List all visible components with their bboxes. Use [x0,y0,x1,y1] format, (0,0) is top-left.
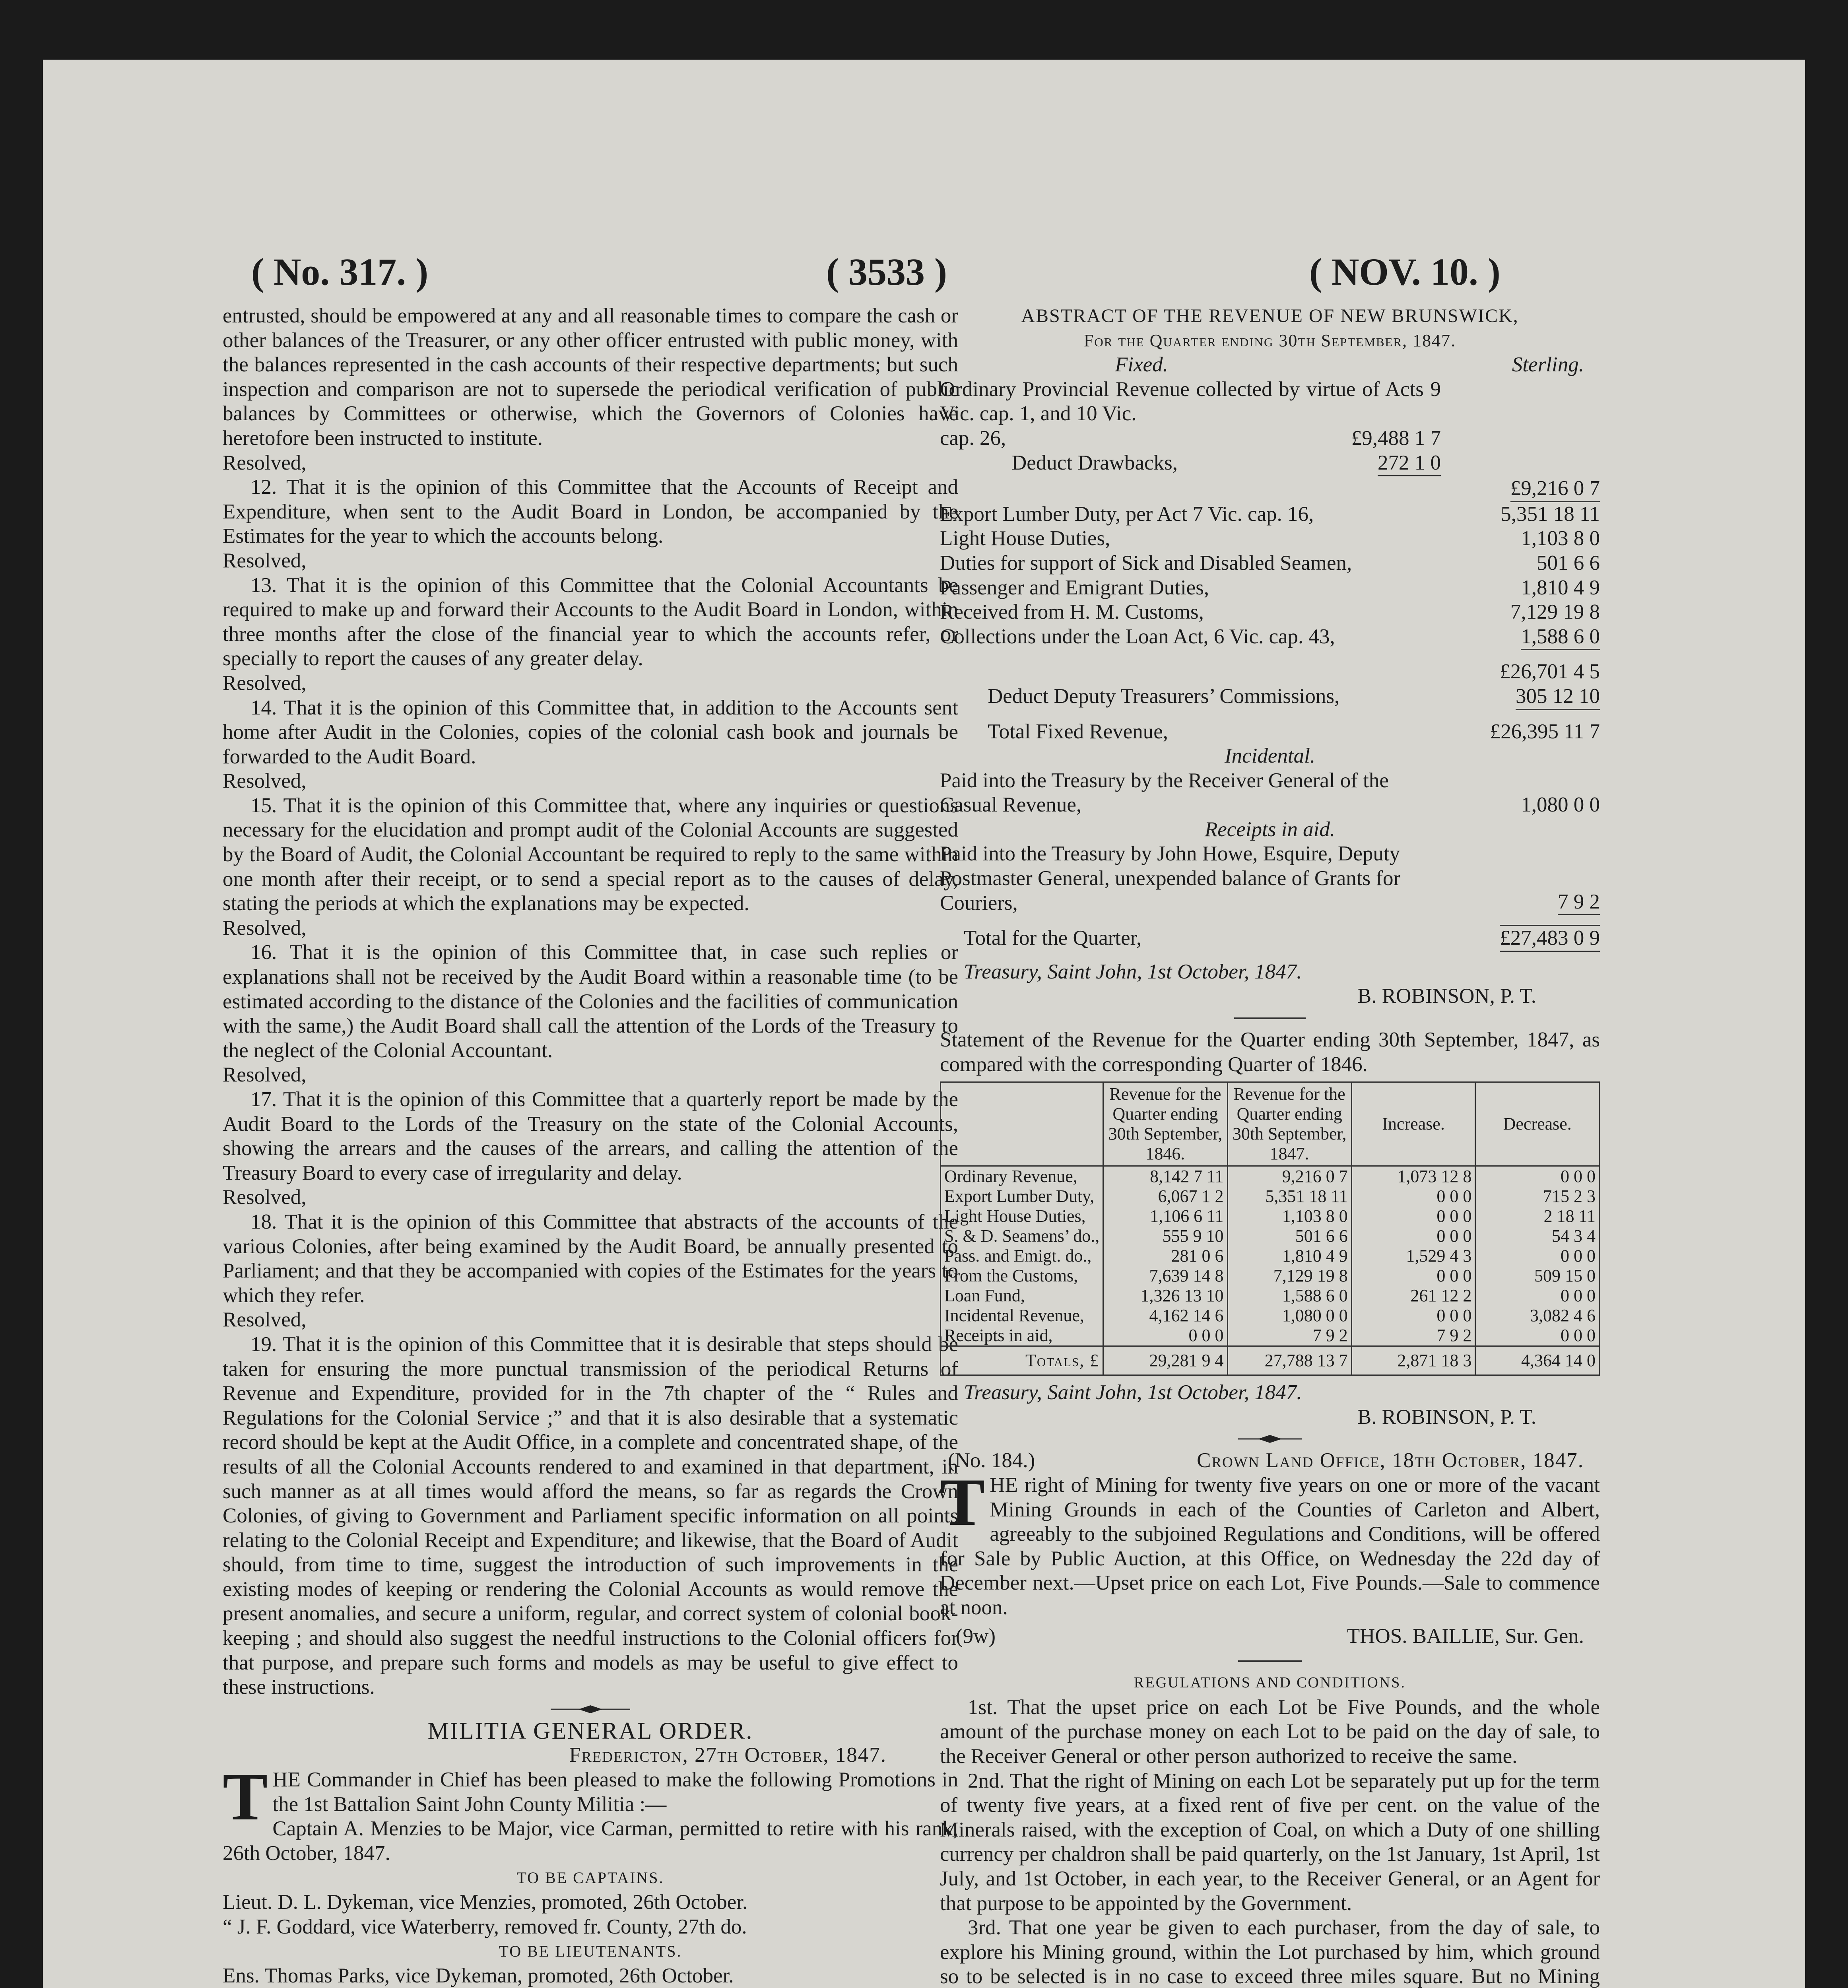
militia-dateline: Fredericton, 27th October, 1847. [569,1743,887,1767]
commissions-line [940,684,1600,710]
resolution-14: 14. That it is the opinion of this Committee that, in addition to the Accounts sent home after Audit in the Colonies, copies of the colonial cash book and journals be forwarded to the Audit Board. [223,696,958,768]
table-row: Receipts in aid, 0 0 0 7 9 2 7 9 2 0 0 0 [941,1326,1600,1346]
table-row: Light House Duties, 1,106 6 11 1,103 8 0 0 0 0 2 18 11 [941,1206,1600,1226]
crown-notice-number: (No. 184.) [948,1449,1035,1472]
abstract-title: ABSTRACT OF THE REVENUE OF NEW BRUNSWICK, [1021,305,1519,326]
resolution-16: 16. That it is the opinion of this Committee that, in case such replies or explanations shall not be received by the Audit Board within a reasonable time (to be estimated according to the distance of the Colonies and the facilities of communication with the same,) the Audit Board shall call the attention of the Lords of the Treasury to the neglect of the Colonial Accountant. [223,941,958,1062]
resolution-12: 12. That it is the opinion of this Committee that the Accounts of Receipt and Expenditure, when sent to the Audit Board in London, be accompanied by the Estimates for the year to which the accounts belong. [223,476,958,548]
crown-notice: THE right of Mining for twenty five years on one or more of the vacant Mining Grounds in each of the Counties of Carleton and Albert, agreeably to the subjoined Regulations and Conditions, will be offered for Sale by Public Auction, at this Office, on Wednesday the 22d day of December next.—Upset price on each Lot, Five Pounds.—Sale to commence at noon. [940,1465,1600,1619]
regulations-title: REGULATIONS AND CONDITIONS. [1134,1674,1406,1691]
fixed-label: Fixed. [1115,353,1168,377]
casual-amount: 1,080 0 0 [1521,793,1600,817]
table-header: Decrease. [1475,1082,1600,1166]
resolved-label: Resolved, [223,1063,307,1087]
heading-captains: TO BE CAPTAINS. [516,1869,664,1887]
total-fixed-line [940,720,1600,744]
captain-entry: “ J. F. Goddard, vice Waterberry, removed fr. County, 27th do. [223,1915,747,1938]
ornament-divider [551,1704,630,1715]
ordinary-revenue-label: Ordinary Provincial Revenue collected by virtue of Acts 9 Vic. cap. 1, and 10 Vic. [940,377,1441,425]
subtotal2-amount: £26,701 4 5 [1500,660,1600,683]
table-row: Pass. and Emigt. do., 281 0 6 1,810 4 9 1,529 4 3 0 0 0 [941,1246,1600,1266]
commissions-label: Deduct Deputy Treasurers’ Commissions, [988,684,1340,708]
revenue-comparison-table [940,1081,1600,1376]
crown-sign-line [940,1624,1600,1649]
heading-lieutenants: TO BE LIEUTENANTS. [499,1942,682,1961]
regulation-item: 3rd. That one year be given to each purchaser, from the day of sale, to explore his Mining ground, within the Lot purchased by him, which ground so to be selected is in no case to exceed three miles square. But no Mining [940,1916,1600,1988]
cap26-line [940,426,1441,451]
statement-signature: B. ROBINSON, P. T. [1357,1405,1536,1429]
total-fixed-label: Total Fixed Revenue, [988,720,1169,743]
ornament-divider [1230,1433,1310,1444]
resolution-19: 19. That it is the opinion of this Committee that it is desirable that steps should be taken for ensuring the more punctual transmission of the periodical Returns of Revenue and Expenditure, provided for in the 7th chapter of the “ Rules and Regulations for the Colonial Service ;” and that it is also desirable that a systematic record should be kept at the Audit Office, in a complete and concentrated shape, of the results of all the Colonial Accounts rendered to and examined in that department, in such manner as at all times would afford the means, so far as regards the Crown Colonies, of giving to Government and Parliament specific information on all points relating to the Colonial Receipt and Expenditure; and likewise, that the Board of Audit should, from time to time, suggest the introduction of such improvements in the existing modes of keeping or rendering the Colonial Accounts as would remove the present anomalies, and secure a uniform, regular, and correct system of colonial book-keeping ; and should also suggest the needful instructions to the Colonial officers for that purpose, and prepare such forms and models as may be useful to give effect to these instructions. [223,1332,958,1699]
crown-signature: THOS. BAILLIE, Sur. Gen. [1347,1624,1584,1648]
crown-office-dateline: Crown Land Office, 18th October, 1847. [1197,1449,1584,1472]
gazette-page [43,60,1805,1988]
right-column [940,304,1600,1988]
treasury-dateline: Treasury, Saint John, 1st October, 1847. [964,960,1302,983]
abstract-subtitle: For the Quarter ending 30th September, 1847. [1083,330,1456,350]
captain-entry: Lieut. D. L. Dykeman, vice Menzies, promoted, 26th October. [223,1891,748,1914]
resolved-label: Resolved, [223,671,307,695]
revenue-item: Light House Duties, 1,103 8 0 [940,527,1600,550]
total-quarter-line [940,925,1600,952]
revenue-item: Duties for support of Sick and Disabled Seamen, 501 6 6 [940,551,1600,575]
total-fixed-amount: £26,395 11 7 [1490,720,1600,743]
subtotal-amount: £9,216 0 7 [1510,476,1600,502]
table-header: Increase. [1351,1082,1475,1166]
treasury-signature: B. ROBINSON, P. T. [1357,984,1536,1008]
resolved-label: Resolved, [223,769,307,793]
howe-amount: 7 9 2 [1558,890,1600,916]
table-row: Incidental Revenue, 4,162 14 6 1,080 0 0 0 0 0 3,082 4 6 [941,1306,1600,1326]
resolved-label: Resolved, [223,1186,307,1209]
regulation-item: 2nd. That the right of Mining on each Lot be separately put up for the term of twenty five years, at a fixed rent of five per cent. on the value of the Minerals raised, with the exception of Coal, on which a Duty of one shilling currency per chaldron shall be paid quarterly, on the 1st January, 1st April, 1st July, and 1st October, in each year, to the Receiver General, or an Agent for that purpose to be appointed by the Government. [940,1769,1600,1915]
commissions-amount: 305 12 10 [1516,684,1600,710]
left-column [223,304,958,1988]
statement-title: Statement of the Revenue for the Quarter ending 30th September, 1847, as compared with the corresponding Quarter of 1846. [940,1028,1600,1076]
drop-cap: T [940,1465,985,1540]
militia-title: MILITIA GENERAL ORDER. [427,1717,753,1744]
resolved-label: Resolved, [223,451,307,474]
total-quarter-label: Total for the Quarter, [964,926,1142,950]
resolved-label: Resolved, [223,549,307,572]
issue-date: ( NOV. 10. ) [1309,250,1501,293]
total-quarter-amount: £27,483 0 9 [1500,925,1600,952]
resolution-13: 13. That it is the opinion of this Committee that the Colonial Accountants be required to make up and forward their Accounts to the Audit Board in London, within three months after the close of the financial year to which the accounts refer, or specially to report the causes of any greater delay. [223,573,958,670]
cap26-amount: £9,488 1 7 [1351,426,1441,450]
drawbacks-label: Deduct Drawbacks, [1011,451,1178,474]
table-header: Revenue for the Quarter ending 30th September, 1846. [1103,1082,1227,1166]
regulation-item: 1st. That the upset price on each Lot be Five Pounds, and the whole amount of the purchase money on each Lot to be paid on the day of sale, to the Receiver General or other person authorized to receive the same. [940,1695,1600,1768]
drawbacks-line [940,451,1441,477]
receipts-aid-heading: Receipts in aid. [1204,817,1336,841]
incidental-heading: Incidental. [1224,744,1316,768]
table-row: Ordinary Revenue, 8,142 7 11 9,216 0 7 1,073 12 8 0 0 0 [941,1166,1600,1187]
lieutenant-entry: Ens. Thomas Parks, vice Dykeman, promoted, 26th October. [223,1964,734,1987]
table-header: Revenue for the Quarter ending 30th September, 1847. [1227,1082,1351,1166]
table-row: S. & D. Seamens’ do., 555 9 10 501 6 6 0 0 0 54 3 4 [941,1226,1600,1246]
table-header-row [941,1082,1600,1166]
casual-line [940,769,1600,817]
resolution-18: 18. That it is the opinion of this Committee that abstracts of the accounts of the various Colonies, after being examined by the Audit Board, be annually presented to Parliament; and that they be accompanied with copies of the Estimates for the years to which they refer. [223,1210,958,1307]
drop-cap: T [223,1759,268,1835]
crown-code: (9w) [956,1624,996,1648]
subtotal2-line [940,660,1600,684]
table-row: Export Lumber Duty, 6,067 1 2 5,351 18 11 0 0 0 715 2 3 [941,1186,1600,1206]
crown-header [940,1448,1600,1473]
committee-intro: entrusted, should be empowered at any and all reasonable times to compare the cash or other balances of the Treasurer, or any other officer entrusted with public money, with the balances represented in the cash accounts of their respective departments; but such inspection and comparison are not to supersede the periodical verification of public balances by Committees or otherwise, which the Governors of Colonies have heretofore been instructed to institute. [223,304,958,450]
militia-intro: THE Commander in Chief has been pleased to make the following Promotions in the 1st Battalion Saint John County Militia :— [223,1759,958,1835]
resolved-label: Resolved, [223,1308,307,1332]
drawbacks-amount: 272 1 0 [1378,451,1441,477]
casual-label: Paid into the Treasury by the Receiver General of the Casual Revenue, [940,769,1389,817]
resolution-15: 15. That it is the opinion of this Committee that, where any inquiries or questions necessary for the elucidation and prompt audit of the Colonial Accounts are suggested by the Board of Audit, the Colonial Accountant be required to reply to the same within one month after their receipt, or to send a special report as to the causes of delay, stating the periods at which the explanations may be expected. [223,794,958,915]
revenue-item: Received from H. M. Customs, 7,129 19 8 [940,600,1600,624]
table-row: From the Customs, 7,639 14 8 7,129 19 8 0 0 0 509 15 0 [941,1266,1600,1286]
militia-major: Captain A. Menzies to be Major, vice Carman, permitted to retire with his rank, 26th October, 1847. [223,1817,958,1865]
issue-number: ( No. 317. ) [251,250,429,293]
resolution-17: 17. That it is the opinion of this Committee that a quarterly report be made by the Audit Board to the Lords of the Treasury on the state of the Colonial Accounts, showing the arrears and the causes of the arrears, and calling the attention of the Treasury Board to every case of irregularity and delay. [223,1088,958,1184]
table-header [941,1082,1103,1166]
howe-line [940,842,1600,915]
subtotal-line [940,476,1600,502]
statement-dateline: Treasury, Saint John, 1st October, 1847. [964,1381,1302,1404]
abstract-column-heads [940,353,1600,377]
table-totals-row: Totals, £ 29,281 9 4 27,788 13 7 2,871 18 3 4,364 14 0 [941,1346,1600,1375]
page-number: ( 3533 ) [826,250,947,293]
cap26-label: cap. 26, [940,426,1006,450]
resolved-label: Resolved, [223,916,307,940]
revenue-item: Collections under the Loan Act, 6 Vic. cap. 43, 1,588 6 0 [940,625,1600,650]
sterling-label: Sterling. [1512,353,1584,377]
table-row: Loan Fund, 1,326 13 10 1,588 6 0 261 12 2 0 0 0 [941,1286,1600,1306]
revenue-item: Export Lumber Duty, per Act 7 Vic. cap. 16, 5,351 18 11 [940,502,1600,526]
howe-label: Paid into the Treasury by John Howe, Esquire, Deputy Postmaster General, unexpended balance of Grants for Couriers, [940,842,1401,914]
revenue-item: Passenger and Emigrant Duties, 1,810 4 9 [940,576,1600,599]
